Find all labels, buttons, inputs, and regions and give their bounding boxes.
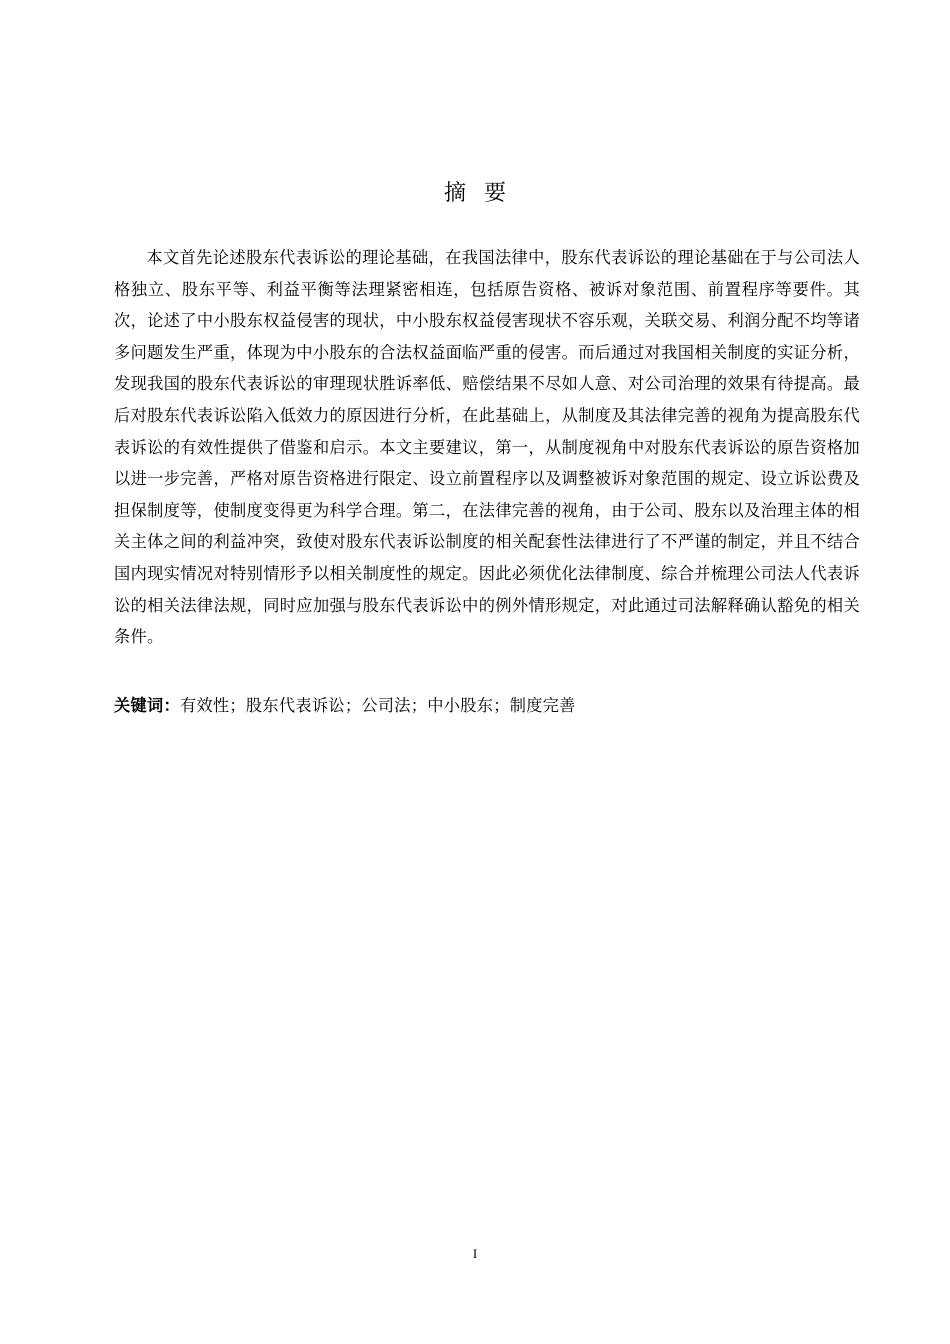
keywords-line xyxy=(114,690,860,722)
abstract-title: 摘要 xyxy=(443,181,524,206)
abstract-body: 本文首先论述股东代表诉讼的理论基础，在我国法律中，股东代表诉讼的理论基础在于与公司法人格独立、股东平等、利益平衡等法理紧密相连，包括原告资格、被诉对象范围、前置程序等要件。其次，论述了中小股东权益侵害的现状，中小股东权益侵害现状不容乐观，关联交易、利润分配不均等诸多问题发生严重，体现为中小股东的合法权益面临严重的侵害。而后通过对我国相关制度的实证分析，发现我国的股东代表诉讼的审理现状胜诉率低、赔偿结果不尽如人意、对公司治理的效果有待提高。最后对股东代表诉讼陷入低效力的原因进行分析，在此基础上，从制度及其法律完善的视角为提高股东代表诉讼的有效性提供了借鉴和启示。本文主要建议，第一，从制度视角中对股东代表诉讼的原告资格加以进一步完善，严格对原告资格进行限定、设立前置程序以及调整被诉对象范围的规定、设立诉讼费及担保制度等，使制度变得更为科学合理。第二，在法律完善的视角，由于公司、股东以及治理主体的相关主体之间的利益冲突，致使对股东代表诉讼制度的相关配套性法律进行了不严谨的制定，并且不结合国内现实情况对特别情形予以相关制度性的规定。因此必须优化法律制度、综合并梳理公司法人代表诉讼的相关法律法规，同时应加强与股东代表诉讼中的例外情形规定，对此通过司法解释确认豁免的相关条件。 xyxy=(114,248,860,647)
page-number: I xyxy=(472,1246,478,1261)
keywords-label: 关键词： xyxy=(114,696,180,715)
keywords-text: 有效性；股东代表诉讼；公司法；中小股东；制度完善 xyxy=(179,696,576,715)
